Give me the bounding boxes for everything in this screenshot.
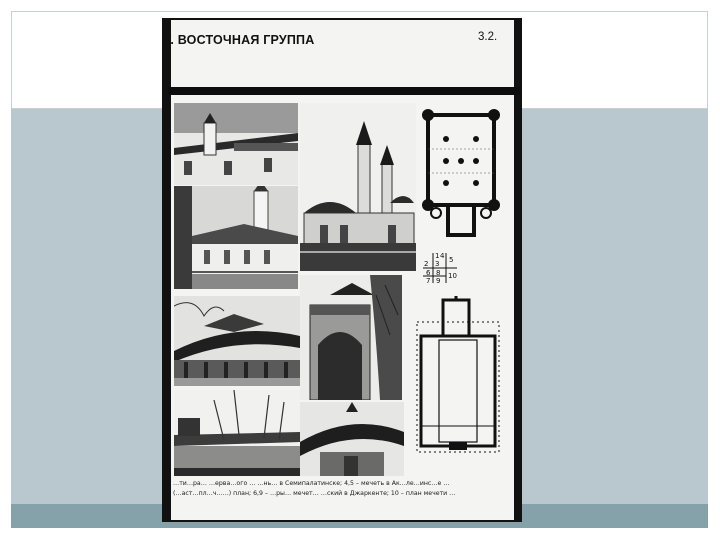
photo-number-legend [421, 251, 459, 285]
caption-line-1: …ти…ра… …ерва…ого … …нь… в Семипалатинске; 4,5 – мечеть в Ак…ле…инс…е … [173, 480, 450, 487]
legend-cell-3: 3 [435, 260, 440, 268]
photo-mosque-building [174, 103, 298, 185]
mosque-floor-plan-icon [413, 296, 501, 456]
header-rule [168, 87, 520, 95]
photo-mosque-gate [300, 275, 402, 400]
caption-line-2: (…аст…пл…ч……) план; 6,9 – …ры… мечет… …ский в Джаркенте; 10 – план мечети … [173, 490, 456, 497]
photo-roof-detail [300, 402, 404, 476]
legend-cell-5: 5 [449, 256, 454, 264]
legend-cell-10: 10 [448, 272, 457, 280]
legend-cell-6: 6 [426, 269, 431, 277]
sheet-number: 3.2. [478, 31, 498, 43]
legend-cell-1: 1 [435, 252, 440, 260]
legend-cell-2: 2 [424, 260, 429, 268]
sheet-title: V. ВОСТОЧНАЯ ГРУППА [163, 33, 315, 47]
legend-cell-9: 9 [436, 277, 441, 285]
photo-mosque-street [174, 186, 298, 289]
photo-pagoda-building [174, 296, 300, 386]
mosque-floor-plan-icon [422, 109, 500, 243]
legend-cell-8: 8 [436, 269, 441, 277]
photo-mosque-minarets [300, 103, 416, 271]
legend-cell-7: 7 [426, 277, 431, 285]
photo-building-trees [174, 390, 300, 476]
legend-cell-4: 4 [440, 252, 445, 260]
